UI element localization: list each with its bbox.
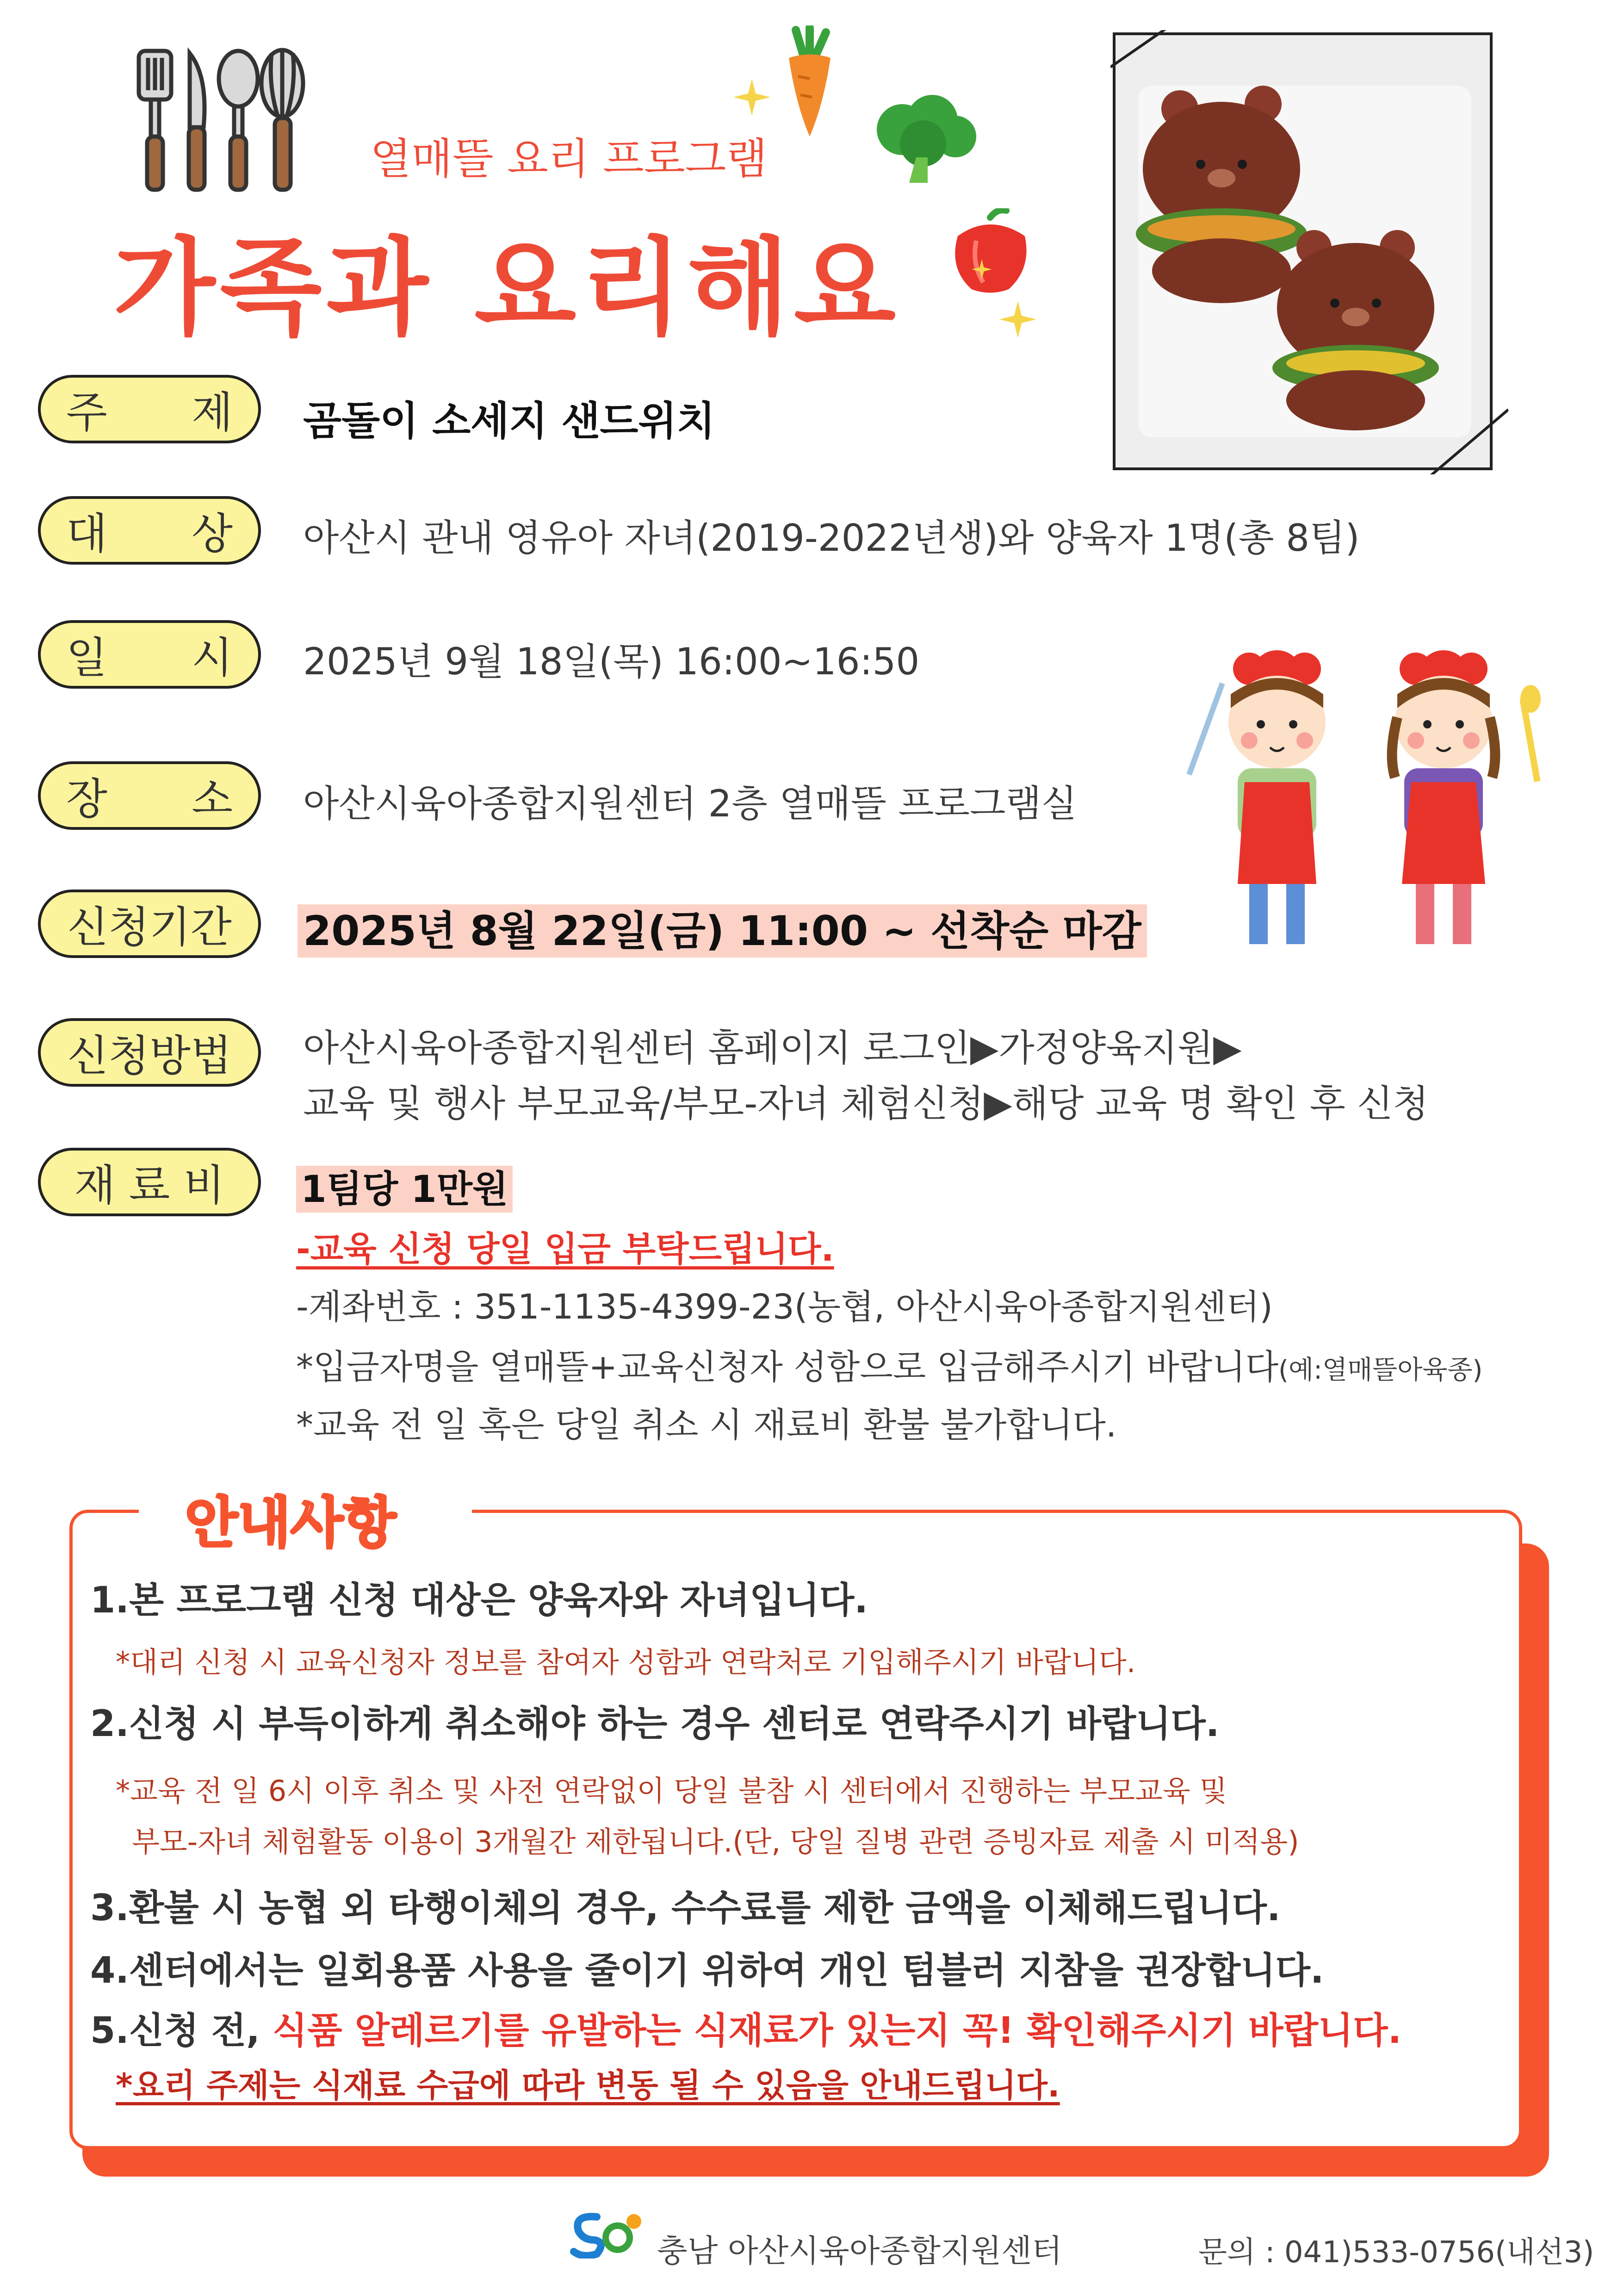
application-method-line1: 아산시육아종합지원센터 홈페이지 로그인▶가정양육지원▶ — [303, 1027, 1242, 1070]
bear-sausage-sandwich-photo — [1110, 30, 1508, 474]
notice-title: 안내사항 — [185, 1491, 396, 1555]
notice-item-2-sub2: 부모-자녀 체험활동 이용이 3개월간 제한됩니다.(단, 당일 질병 관련 증빙자료 제출 시 미적용) — [132, 1825, 1299, 1859]
fee-amount: 1팀당 1만원 — [296, 1159, 513, 1213]
bank-account: -계좌번호 : 351-1135-4399-23(농협, 아산시육아종합지원센터) — [296, 1287, 1273, 1327]
notice-item-1-sub: *대리 신청 시 교육신청자 정보를 참여자 성함과 연락처로 기입해주시기 바랍니다. — [116, 1645, 1136, 1679]
material-fee-label: 재 료 비 — [38, 1148, 261, 1216]
depositor-note: *입금자명을 열매뜰+교육신청자 성함으로 입금해주시기 바랍니다(예:열매뜰아육종) — [296, 1347, 1483, 1387]
location-value: 아산시육아종합지원센터 2층 열매뜰 프로그램실 — [303, 782, 1077, 825]
carrot-icon — [777, 25, 842, 141]
center-logo-icon — [569, 2208, 648, 2259]
center-name: 충남 아산시육아종합지원센터 — [657, 2233, 1062, 2270]
datetime-label: 일 시 — [38, 620, 261, 689]
topic-value: 곰돌이 소세지 샌드위치 — [303, 398, 715, 444]
sparkle-icon — [972, 259, 992, 280]
notice-item-3: 3.환불 시 농협 외 타행이체의 경우, 수수료를 제한 금액을 이체해드립니다. — [90, 1887, 1281, 1929]
application-period-label: 신청기간 — [38, 890, 261, 958]
location-label: 장 소 — [38, 761, 261, 830]
notice-footnote: *요리 주제는 식재료 수급에 따라 변동 될 수 있음을 안내드립니다. — [116, 2066, 1060, 2104]
notice-item-2: 2.신청 시 부득이하게 취소해야 하는 경우 센터로 연락주시기 바랍니다. — [90, 1703, 1220, 1745]
notice-item-2-sub1: *교육 전 일 6시 이후 취소 및 사전 연락없이 당일 불참 시 센터에서 진행하는 부모교육 및 — [116, 1774, 1227, 1808]
program-subtitle: 열매뜰 요리 프로그램 — [370, 134, 768, 184]
deposit-notice: -교육 신청 당일 입금 부탁드립니다. — [296, 1229, 834, 1269]
red-pepper-icon — [944, 208, 1036, 296]
application-period-value: 2025년 8월 22일(금) 11:00 ~ 선착순 마감 — [303, 899, 1147, 957]
broccoli-icon — [870, 93, 981, 185]
notice-item-1: 1.본 프로그램 신청 대상은 양육자와 자녀입니다. — [90, 1580, 868, 1621]
utensils-icon — [130, 44, 333, 197]
topic-label: 주 제 — [38, 375, 261, 443]
sparkle-icon — [733, 79, 770, 116]
target-label: 대 상 — [38, 496, 261, 565]
target-value: 아산시 관내 영유아 자녀(2019-2022년생)와 양육자 1명(총 8팀) — [303, 516, 1360, 560]
application-method-label: 신청방법 — [38, 1018, 261, 1087]
notice-item-5: 5.신청 전, 식품 알레르기를 유발하는 식재료가 있는지 꼭! 확인해주시기 바랍니다. — [90, 2010, 1402, 2052]
refund-note: *교육 전 일 혹은 당일 취소 시 재료비 환불 불가합니다. — [296, 1405, 1117, 1445]
page-title: 가족과 요리해요 — [113, 226, 901, 349]
cooking-kids-illustration — [1184, 625, 1564, 958]
contact-info: 문의 : 041)533-0756(내선3) — [1198, 2235, 1594, 2270]
datetime-value: 2025년 9월 18일(목) 16:00~16:50 — [303, 640, 920, 683]
sparkle-icon — [999, 301, 1036, 338]
notice-item-4: 4.센터에서는 일회용품 사용을 줄이기 위하여 개인 텀블러 지참을 권장합니다. — [90, 1950, 1324, 1991]
application-method-line2: 교육 및 행사 부모교육/부모-자녀 체험신청▶해당 교육 명 확인 후 신청 — [303, 1082, 1429, 1125]
